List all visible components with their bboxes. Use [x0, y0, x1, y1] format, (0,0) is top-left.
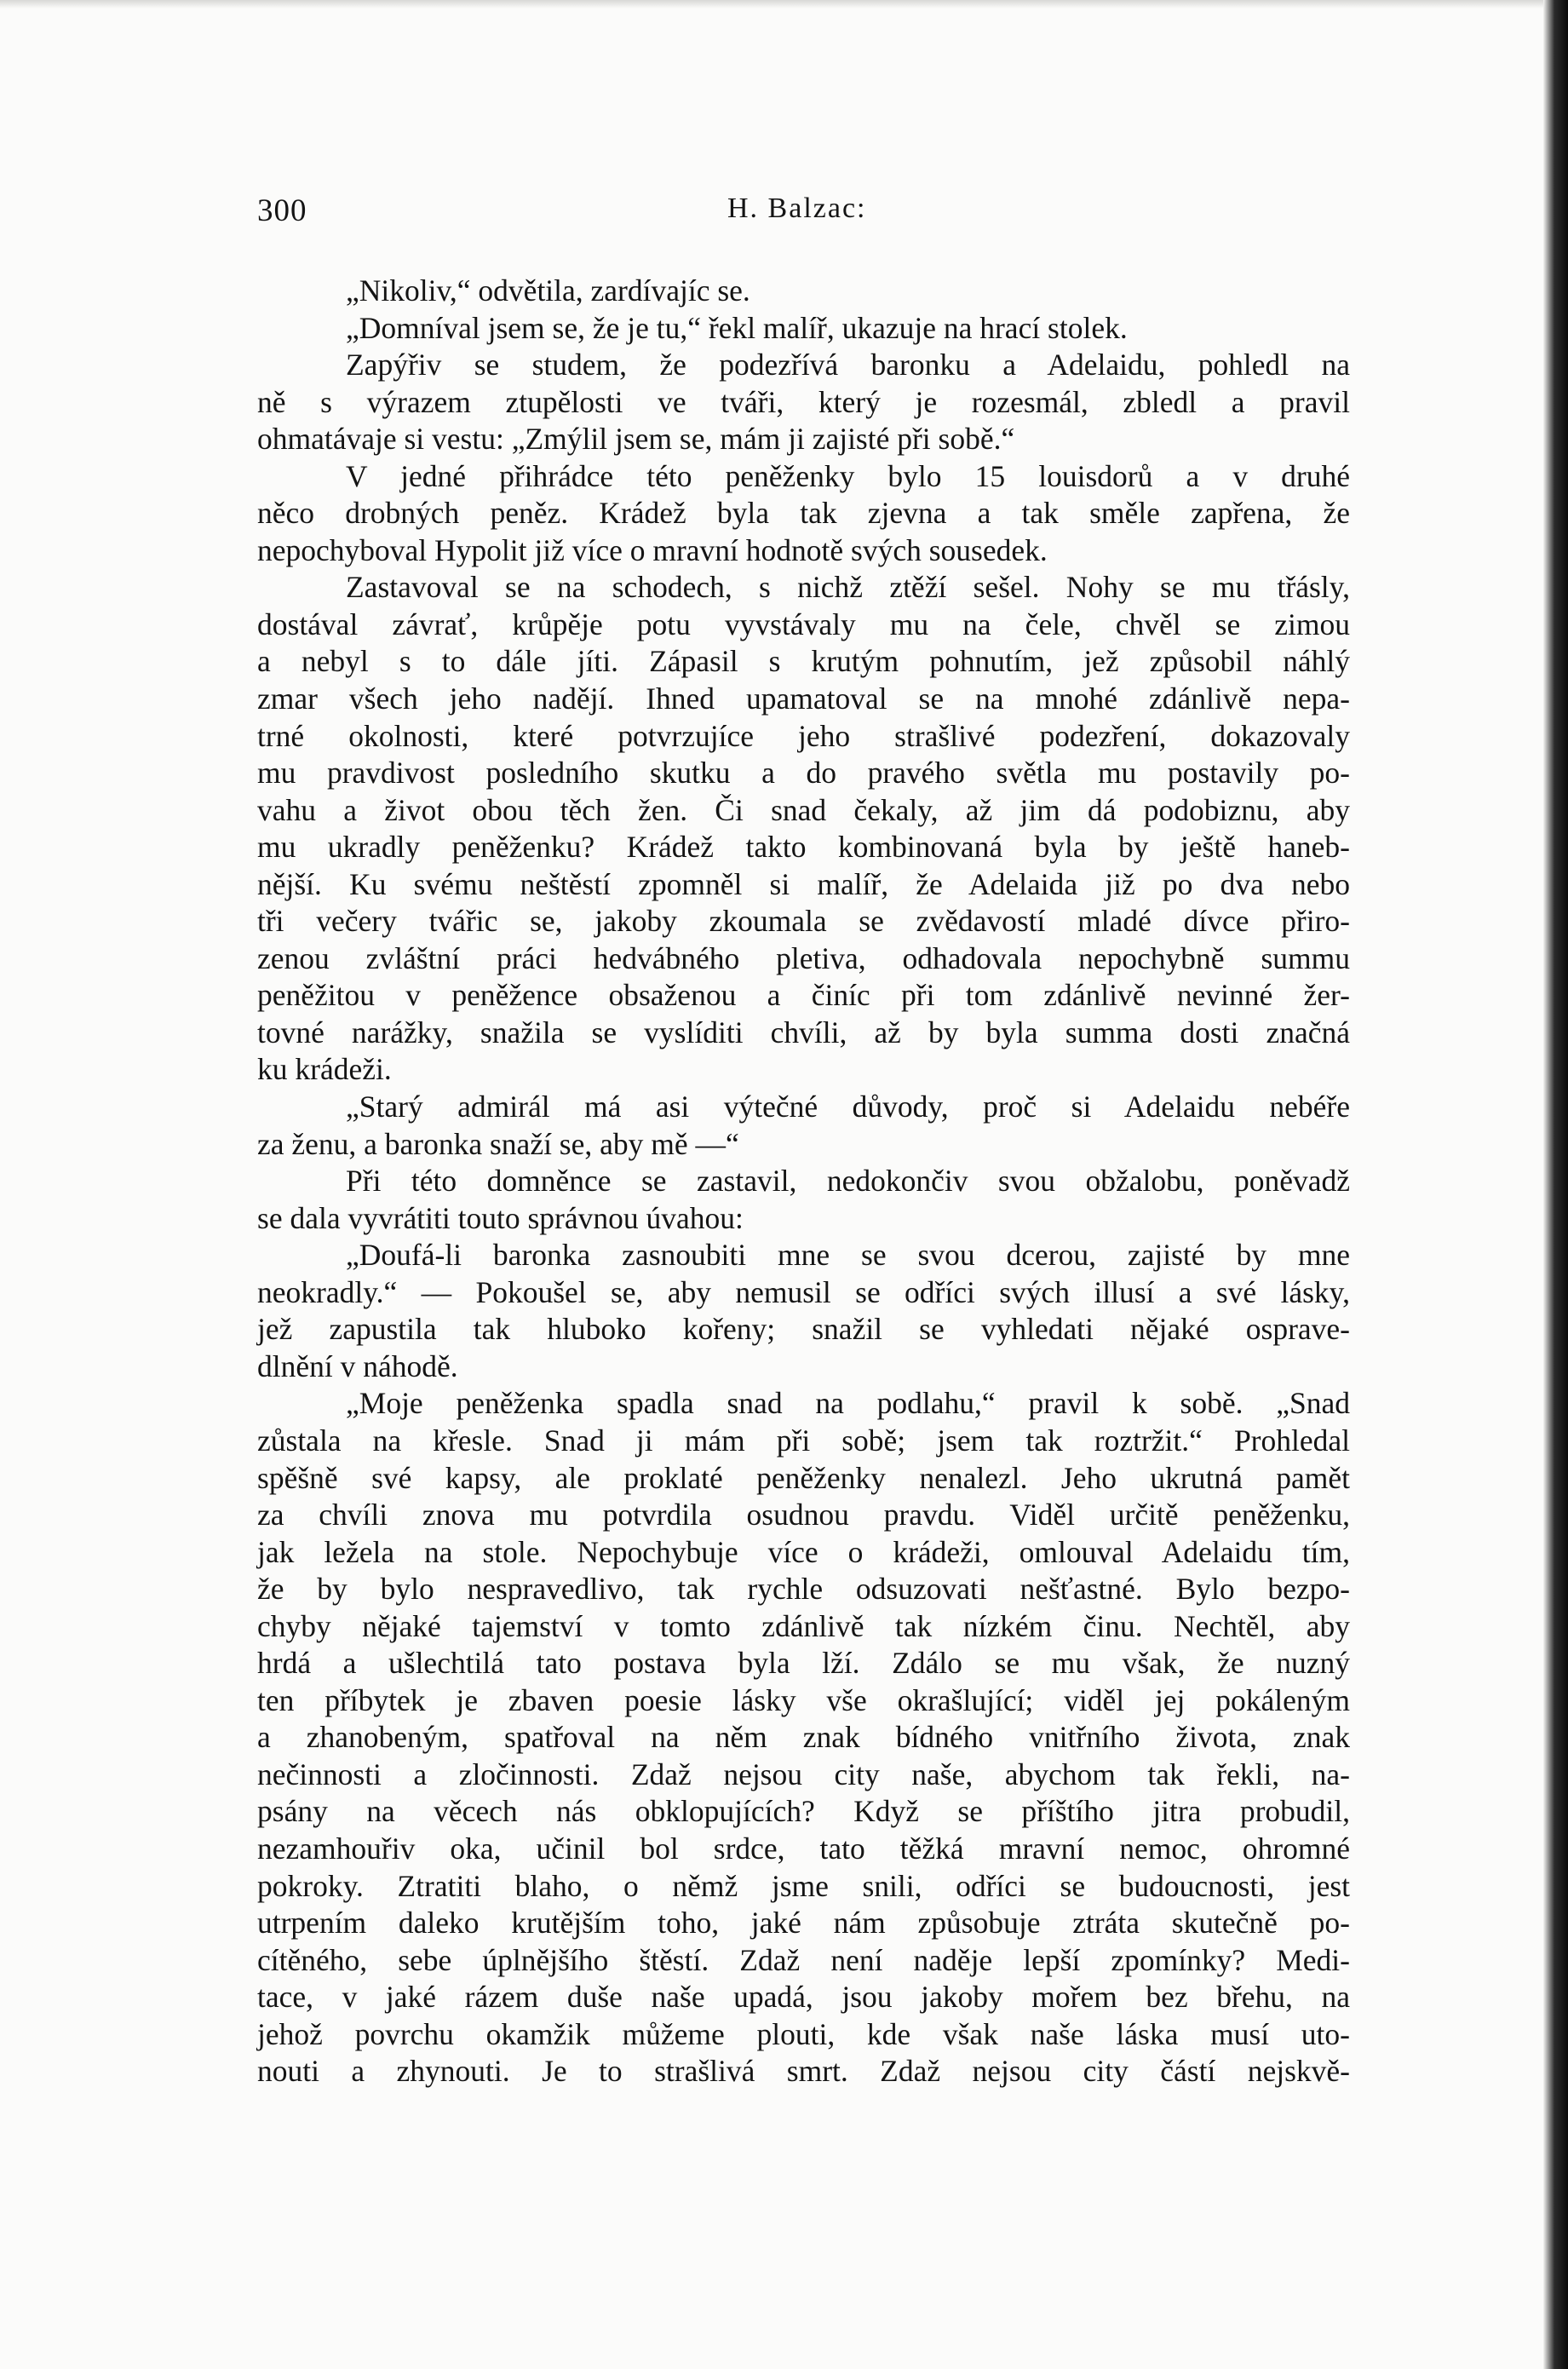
text-line: utrpením daleko krutějším toho, jaké nám způsobuje ztráta skutečně po- [257, 1906, 1350, 1941]
text-line: tace, v jaké rázem duše naše upadá, jsou jakoby mořem bez břehu, na [257, 1980, 1350, 2015]
page-header [257, 193, 1349, 230]
text-line: nečinnosti a zločinnosti. Zdaž nejsou city naše, abychom tak řekli, na- [257, 1757, 1350, 1791]
text-line: „Doufá-li baronka zasnoubiti mne se svou dcerou, zajisté by mne [346, 1238, 1350, 1273]
text-line: nezamhouřiv oka, učinil bol srdce, tato těžká mravní nemoc, ohromné [257, 1831, 1350, 1866]
text-line: pokroky. Ztratiti blaho, o němž jsme snili, odříci se budoucnosti, jest [257, 1868, 1350, 1903]
text-line: psány na věcech nás obklopujících? Když se příštího jitra probudil, [257, 1794, 1350, 1829]
text-line: „Domníval jsem se, že je tu,“ řekl malíř, ukazuje na hrací stolek. [346, 310, 1128, 345]
text-line: cítěného, sebe úplnějšího štěstí. Zdaž není naděje lepší zpomínky? Medi- [257, 1942, 1350, 1977]
text-line: „Starý admirál má asi výtečné důvody, proč si Adelaidu nebéře [346, 1090, 1350, 1124]
text-line: chyby nějaké tajemství v tomto zdánlivě tak nízkém činu. Nechtěl, aby [257, 1608, 1350, 1643]
text-line: za chvíli znova mu potvrdila osudnou pravdu. Viděl určitě peněženku, [257, 1498, 1350, 1532]
text-line: jehož povrchu okamžik můžeme plouti, kde však naše láska musí uto- [257, 2016, 1350, 2051]
text-line: a nebyl s to dále jíti. Zápasil s krutým pohnutím, jež způsobil náhlý [257, 644, 1350, 679]
text-line: že by bylo nespravedlivo, tak rychle odsuzovati nešťastné. Bylo bezpo- [257, 1572, 1350, 1607]
text-line: se dala vyvrátiti touto správnou úvahou: [257, 1200, 744, 1235]
text-line: spěšně své kapsy, ale proklaté peněženky nenalezl. Jeho ukrutná pamět [257, 1460, 1350, 1495]
text-line: dlnění v náhodě. [257, 1348, 458, 1383]
text-line: vahu a život obou těch žen. Či snad čekaly, až jim dá podobiznu, aby [257, 792, 1350, 827]
text-line: neokradly.“ — Pokoušel se, aby nemusil se odříci svých illusí a své lásky, [257, 1274, 1350, 1309]
page-number: 300 [257, 193, 307, 228]
running-title: H. Balzac: [727, 193, 867, 224]
text-line: nouti a zhynouti. Je to strašlivá smrt. Zdaž nejsou city částí nejskvě- [257, 2054, 1350, 2089]
text-line: mu ukradly peněženku? Krádež takto kombinovaná byla by ještě haneb- [257, 830, 1350, 865]
text-line: Při této domněnce se zastavil, nedokončiv svou obžalobu, poněvadž [346, 1164, 1350, 1199]
text-line: a zhanobeným, spatřoval na něm znak bídného vnitřního života, znak [257, 1720, 1350, 1755]
text-line: zmar všech jeho nadějí. Ihned upamatoval se na mnohé zdánlivě nepa- [257, 681, 1350, 716]
text-line: za ženu, a baronka snaží se, aby mě —“ [257, 1126, 739, 1161]
text-line: „Moje peněženka spadla snad na podlahu,“ pravil k sobě. „Snad [346, 1386, 1350, 1421]
text-line: zenou zvláštní práci hedvábného pletiva, odhadovala nepochybně summu [257, 940, 1350, 975]
text-line: „Nikoliv,“ odvětila, zardívajíc se. [346, 273, 750, 308]
text-line: nější. Ku svému neštěstí zpomněl si malíř, že Adelaida již po dva nebo [257, 866, 1350, 901]
text-line: Zastavoval se na schodech, s nichž ztěží sešel. Nohy se mu třásly, [346, 570, 1350, 605]
text-line: tovné narážky, snažila se vyslíditi chvíli, až by byla summa dosti značná [257, 1015, 1350, 1049]
text-line: mu pravdivost posledního skutku a do pravého světla mu postavily po- [257, 756, 1350, 791]
text-line: peněžitou v peněžence obsaženou a činíc při tom zdánlivě nevinné žer- [257, 978, 1350, 1013]
text-line: Zapýřiv se studem, že podezřívá baronku a Adelaidu, pohledl na [346, 348, 1350, 382]
text-line: jak ležela na stole. Nepochybuje více o krádeži, omlouval Adelaidu tím, [257, 1534, 1350, 1569]
text-line: hrdá a ušlechtilá tato postava byla lží. Zdálo se mu však, že nuzný [257, 1646, 1350, 1681]
text-line: jež zapustila tak hluboko kořeny; snažil se vyhledati nějaké osprave- [257, 1312, 1350, 1347]
scan-edge-right [1543, 0, 1568, 2369]
text-line: V jedné přihrádce této peněženky bylo 15 louisdorů a v druhé [346, 458, 1350, 493]
text-line: tři večery tvářic se, jakoby zkoumala se zvědavostí mladé dívce přiro- [257, 904, 1350, 939]
text-line: nepochyboval Hypolit již více o mravní hodnotě svých sousedek. [257, 532, 1048, 567]
body-text [257, 273, 1350, 2090]
text-line: něco drobných peněz. Krádež byla tak zjevna a tak směle zapřena, že [257, 496, 1350, 531]
text-line: ku krádeži. [257, 1052, 392, 1087]
text-line: zůstala na křesle. Snad ji mám při sobě; jsem tak roztržit.“ Prohledal [257, 1423, 1350, 1458]
text-line: ohmatávaje si vestu: „Zmýlil jsem se, mám ji zajisté při sobě.“ [257, 422, 1015, 457]
text-line: trné okolnosti, které potvrzujíce jeho strašlivé podezření, dokazovaly [257, 718, 1350, 753]
text-line: ten příbytek je zbaven poesie lásky vše okrašlující; viděl jej pokáleným [257, 1682, 1350, 1717]
text-line: ně s výrazem ztupělosti ve tváři, který je rozesmál, zbledl a pravil [257, 384, 1350, 419]
scan-edge-top [0, 0, 1543, 9]
text-line: dostával závrať, krůpěje potu vyvstávaly mu na čele, chvěl se zimou [257, 607, 1350, 641]
